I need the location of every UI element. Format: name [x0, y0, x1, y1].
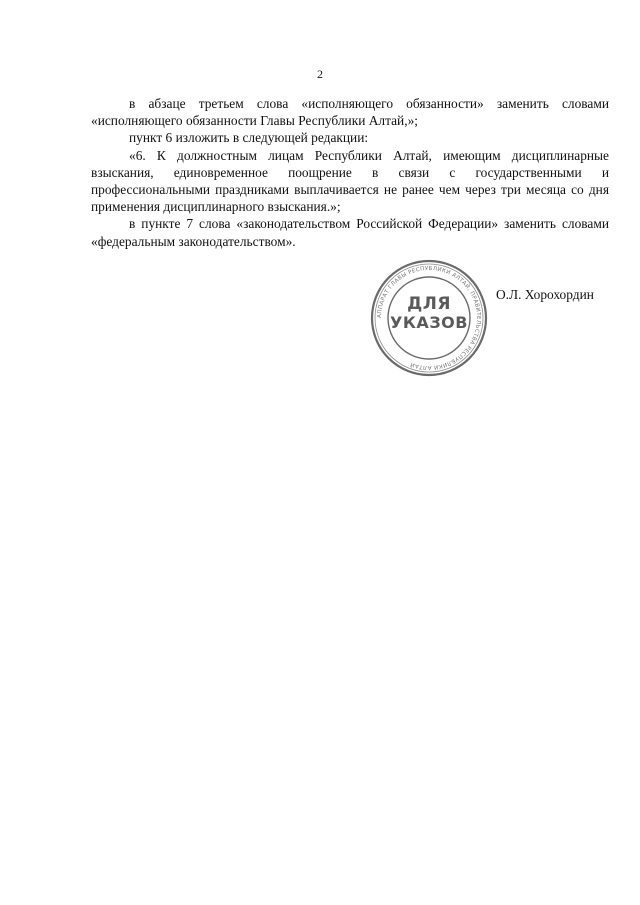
page-number: 2 [317, 67, 323, 81]
seal-ring-text: АППАРАТ ГЛАВЫ РЕСПУБЛИКИ АЛТАЙ, ПРАВИТЕЛЬСТВА РЕСПУБЛИКИ АЛТАЙ [376, 265, 482, 371]
official-seal [369, 258, 489, 378]
paragraph-1: в абзаце третьем слова «исполняющего обязанности» заменить словами «исполняющего обязанности Главы Республики Алтай,»; [91, 96, 609, 129]
document-body [91, 95, 609, 250]
seal-text-line2: УКАЗОВ [390, 313, 468, 332]
paragraph-3: «6. К должностным лицам Республики Алтай, имеющим дисциплинарные взыскания, единовременное поощрение в связи с государственными и профессиональными праздниками выплачивается не ранее чем через три месяца со дня применения дисциплинарного взыскания.»; [91, 147, 609, 215]
paragraph-4: в пункте 7 слова «законодательством Российской Федерации» заменить словами «федеральным законодательством». [91, 216, 609, 249]
seal-text-line1: ДЛЯ [407, 294, 451, 314]
signatory-name: О.Л. Хорохордин [496, 287, 594, 302]
paragraph-2: пункт 6 изложить в следующей редакции: [129, 130, 369, 146]
